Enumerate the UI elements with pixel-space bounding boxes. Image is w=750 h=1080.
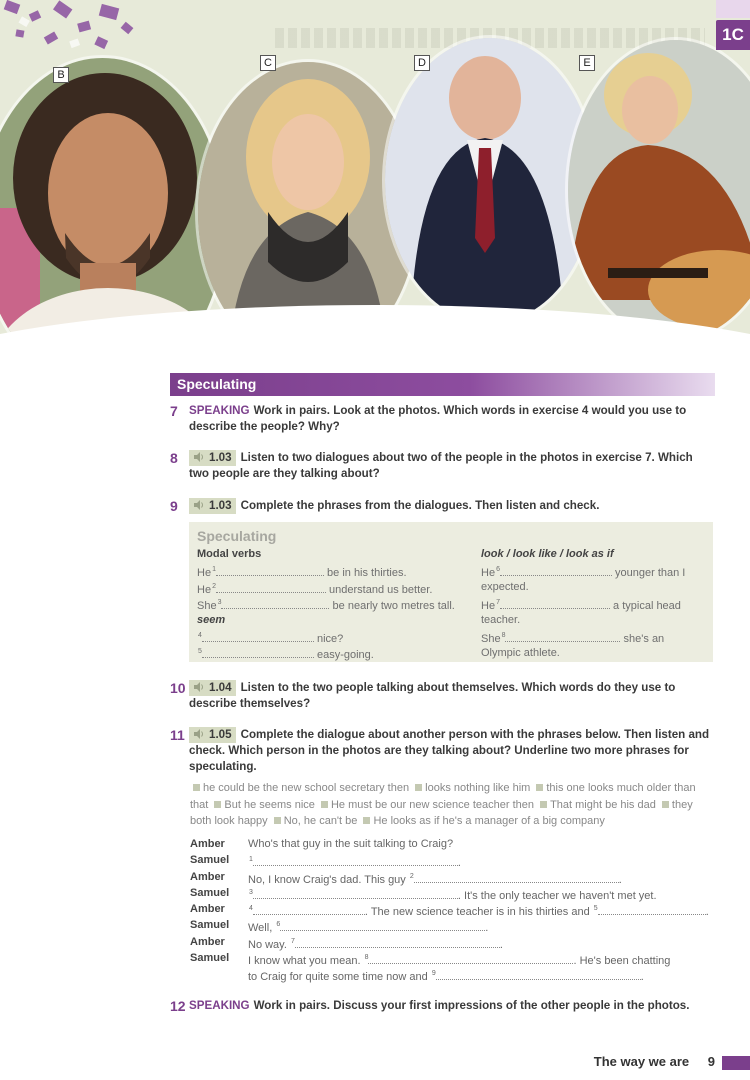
dialogue-line-6: Samuel Well, $^6$ .: [190, 919, 489, 935]
bullet-square: [214, 801, 221, 808]
photo-band: [0, 0, 750, 400]
dialogue-line-5: Amber $^4$ . The new science teacher is in his thirties and $^5$ .: [190, 903, 709, 919]
exercise-12: [170, 998, 710, 1014]
exercise-instruction: Listen to two dialogues about two of the people in the photos in exercise 7. Which two people are they talking about?: [189, 451, 693, 480]
exercise-10: [170, 680, 710, 712]
dialogue: [190, 836, 720, 983]
exercise-11: [170, 727, 710, 775]
dialogue-blank-6[interactable]: [280, 920, 485, 931]
bullet-square: [415, 784, 422, 791]
audio-speaker-icon: [193, 681, 205, 693]
audio-speaker-icon: [193, 499, 205, 511]
phrase-item: looks nothing like him: [425, 782, 531, 794]
photo-label-d: D: [414, 55, 430, 71]
photo-person-e: [568, 40, 750, 340]
speculating-phrase-box: [189, 522, 713, 662]
blank-8[interactable]: [505, 631, 620, 642]
photo-label-b: B: [53, 67, 69, 83]
speaker-name: Amber: [190, 870, 225, 883]
audio-track-button[interactable]: [189, 498, 236, 514]
speaker-name: Amber: [190, 903, 225, 916]
phrase-list: [190, 780, 710, 830]
phrase-item: That might be his dad: [550, 798, 656, 811]
speaker-name: Samuel: [190, 854, 230, 867]
phrase-line-3: She$^3$ be nearly two metres tall.: [197, 599, 455, 612]
footer-unit-title: The way we are: [593, 1054, 690, 1069]
modal-verbs-heading: Modal verbs: [197, 548, 262, 560]
dialogue-line-8: Samuel I know what you mean. $^8$ . He's been chatting: [190, 952, 671, 968]
exercise-instruction: Complete the dialogue about another person with the phrases below. Then listen and check. Which person in the photos are they talking about? Underline two more phrases for speculating.: [189, 728, 710, 773]
exercise-instruction: Work in pairs. Look at the photos. Which words in exercise 4 would you use to describe the people? Why?: [189, 404, 687, 433]
audio-track-number: 1.03: [209, 499, 232, 512]
speaker-name: Amber: [190, 838, 225, 850]
box-title: Speculating: [197, 528, 277, 544]
blank-7[interactable]: [500, 598, 610, 609]
dialogue-line-3: Amber No, I know Craig's dad. This guy $^2$ .: [190, 870, 622, 886]
audio-speaker-icon: [193, 728, 205, 740]
phrase-line-4: $^4$ nice?: [198, 631, 344, 645]
dialogue-blank-1[interactable]: [253, 855, 458, 866]
photo-person-d: [385, 38, 595, 323]
audio-track-button[interactable]: [189, 450, 236, 466]
bullet-square: [274, 817, 281, 824]
exercise-number: 9: [170, 498, 178, 514]
page-number: 9: [707, 1054, 715, 1069]
blank-6[interactable]: [500, 565, 612, 576]
phrase-line-6b: expected.: [481, 580, 529, 593]
audio-track-button[interactable]: [189, 680, 236, 696]
bullet-square: [662, 801, 669, 808]
exercise-instruction: Listen to the two people talking about themselves. Which words do they use to describe themselves?: [189, 681, 676, 710]
unit-tab: 1C: [716, 20, 750, 50]
dialogue-blank-2[interactable]: [414, 872, 619, 883]
unit-tab-accent: [716, 0, 750, 18]
dialogue-line-4: Samuel $^3$ . It's the only teacher we haven't met yet.: [190, 886, 657, 902]
speaker-name: Samuel: [190, 919, 230, 932]
audio-track-number: 1.03: [209, 451, 232, 464]
phrase-line-8b: Olympic athlete.: [481, 646, 560, 659]
audio-speaker-icon: [193, 451, 205, 463]
phrase-item: But he seems nice: [224, 798, 315, 811]
dialogue-blank-9[interactable]: [436, 969, 641, 980]
speaker-name: Amber: [190, 935, 225, 948]
dialogue-text: Who's that guy in the suit talking to Craig?: [248, 838, 454, 850]
phrase-item: No, he can't be: [283, 815, 358, 827]
phrase-item: He looks as if he's a manager of a big company: [373, 815, 605, 827]
phrase-item: this one looks much older than that: [190, 782, 696, 811]
decorative-shapes: [0, 0, 150, 60]
dialogue-blank-5[interactable]: [598, 904, 706, 915]
dialogue-blank-3[interactable]: [253, 888, 458, 899]
exercise-number: 10: [170, 680, 186, 696]
audio-track-button[interactable]: [189, 727, 236, 743]
bullet-square: [540, 801, 547, 808]
footer-accent-bar: [722, 1056, 750, 1070]
exercise-9: [170, 498, 710, 514]
bullet-square: [363, 817, 370, 824]
photo-label-e: E: [579, 55, 595, 71]
dialogue-line-7: Amber No way. $^7$ .: [190, 935, 503, 951]
speaking-label: SPEAKING: [189, 999, 250, 1012]
exercise-number: 12: [170, 998, 186, 1014]
exercise-instruction: Complete the phrases from the dialogues. Then listen and check.: [240, 499, 600, 512]
dialogue-line-2: Samuel $^1$ .: [190, 854, 461, 870]
dialogue-blank-7[interactable]: [295, 937, 500, 948]
section-title: Speculating: [170, 373, 715, 396]
exercise-number: 11: [170, 727, 185, 743]
blank-2[interactable]: [216, 582, 326, 593]
bullet-square: [536, 784, 543, 791]
phrase-line-1: He$^1$ be in his thirties.: [197, 566, 407, 579]
blank-5[interactable]: [202, 647, 314, 658]
phrase-item: He must be our new science teacher then: [330, 798, 534, 811]
dialogue-blank-8[interactable]: [368, 953, 573, 964]
audio-track-number: 1.04: [209, 681, 232, 694]
speaking-label: SPEAKING: [189, 404, 250, 417]
phrase-line-2: He$^2$ understand us better.: [197, 582, 433, 596]
phrase-line-7b: teacher.: [481, 613, 521, 626]
speaker-name: Samuel: [190, 952, 230, 965]
phrase-line-5: $^5$ easy-going.: [198, 648, 374, 661]
modal-verbs-column: [197, 546, 457, 661]
phrase-item: he could be the new school secretary then: [203, 782, 410, 794]
dialogue-line-1: [190, 836, 720, 852]
exercise-7: [170, 403, 710, 435]
phrase-item: they both look happy: [190, 798, 693, 827]
speaker-name: Samuel: [190, 886, 230, 899]
phrase-line-8: She$^8$ she's an: [481, 632, 665, 645]
look-heading: look / look like / look as if: [481, 548, 614, 560]
exercise-number: 7: [170, 403, 178, 419]
photo-label-c: C: [260, 55, 276, 71]
dialogue-blank-4[interactable]: [253, 904, 365, 915]
dialogue-line-9: to Craig for quite some time now and $^9$ .: [248, 970, 644, 984]
blank-3[interactable]: [221, 598, 329, 609]
phrase-line-7: He$^7$ a typical head: [481, 599, 681, 612]
exercise-number: 8: [170, 450, 178, 466]
bullet-square: [193, 784, 200, 791]
bullet-square: [321, 801, 328, 808]
exercise-instruction: Work in pairs. Discuss your first impressions of the other people in the photos.: [253, 999, 690, 1012]
look-column: [481, 546, 707, 661]
audio-track-number: 1.05: [209, 728, 232, 741]
blank-4[interactable]: [202, 631, 314, 642]
exercise-8: [170, 450, 710, 482]
blank-1[interactable]: [216, 565, 324, 576]
phrase-line-6: He$^6$ younger than I: [481, 566, 686, 579]
seem-heading: seem: [197, 613, 226, 626]
